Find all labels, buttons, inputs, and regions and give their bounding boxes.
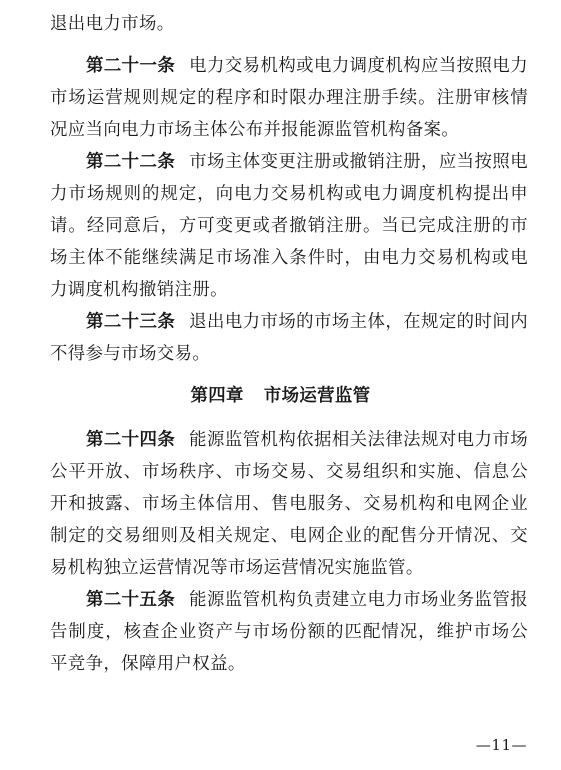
article-number: 第二十四条 [86, 430, 176, 450]
chapter-title: 市场运营监管 [263, 386, 371, 406]
article-23 [50, 306, 528, 370]
article-text: 能源监管机构负责建立电力市场业务监管报告制度，核查企业资产与市场份额的匹配情况，维护市场公平竞争，保障用户权益。 [50, 590, 528, 674]
chapter-heading [0, 380, 561, 412]
article-22 [50, 146, 528, 306]
page-number: —11— [475, 736, 527, 754]
article-text: 市场主体变更注册或撤销注册，应当按照电力市场规则的规定，向电力交易机构或电力调度机构提出申请。经同意后，方可变更或者撤销注册。当已完成注册的市场主体不能继续满足市场准入条件时，由电力交易机构或电力调度机构撤销注册。 [50, 152, 528, 300]
article-number: 第二十二条 [86, 152, 176, 172]
article-text: 电力交易机构或电力调度机构应当按照电力市场运营规则规定的程序和时限办理注册手续。注册审核情况应当向电力市场主体公布并报能源监管机构备案。 [50, 56, 528, 140]
article-24 [50, 424, 528, 584]
article-number: 第二十三条 [86, 312, 176, 332]
article-21 [50, 50, 528, 146]
paragraph-continuation [50, 8, 528, 40]
article-text: 退出电力市场的市场主体，在规定的时间内不得参与市场交易。 [50, 312, 528, 364]
article-number: 第二十一条 [86, 56, 176, 76]
article-number: 第二十五条 [86, 590, 176, 610]
article-text: 能源监管机构依据相关法律法规对电力市场公平开放、市场秩序、市场交易、交易组织和实施、信息公开和披露、市场主体信用、售电服务、交易机构和电网企业制定的交易细则及相关规定、电网企业的配售分开情况、交易机构独立运营情况等市场运营情况实施监管。 [50, 430, 528, 578]
chapter-number: 第四章 [190, 386, 244, 406]
article-25 [50, 584, 528, 680]
paragraph-text: 退出电力市场。 [50, 14, 175, 34]
